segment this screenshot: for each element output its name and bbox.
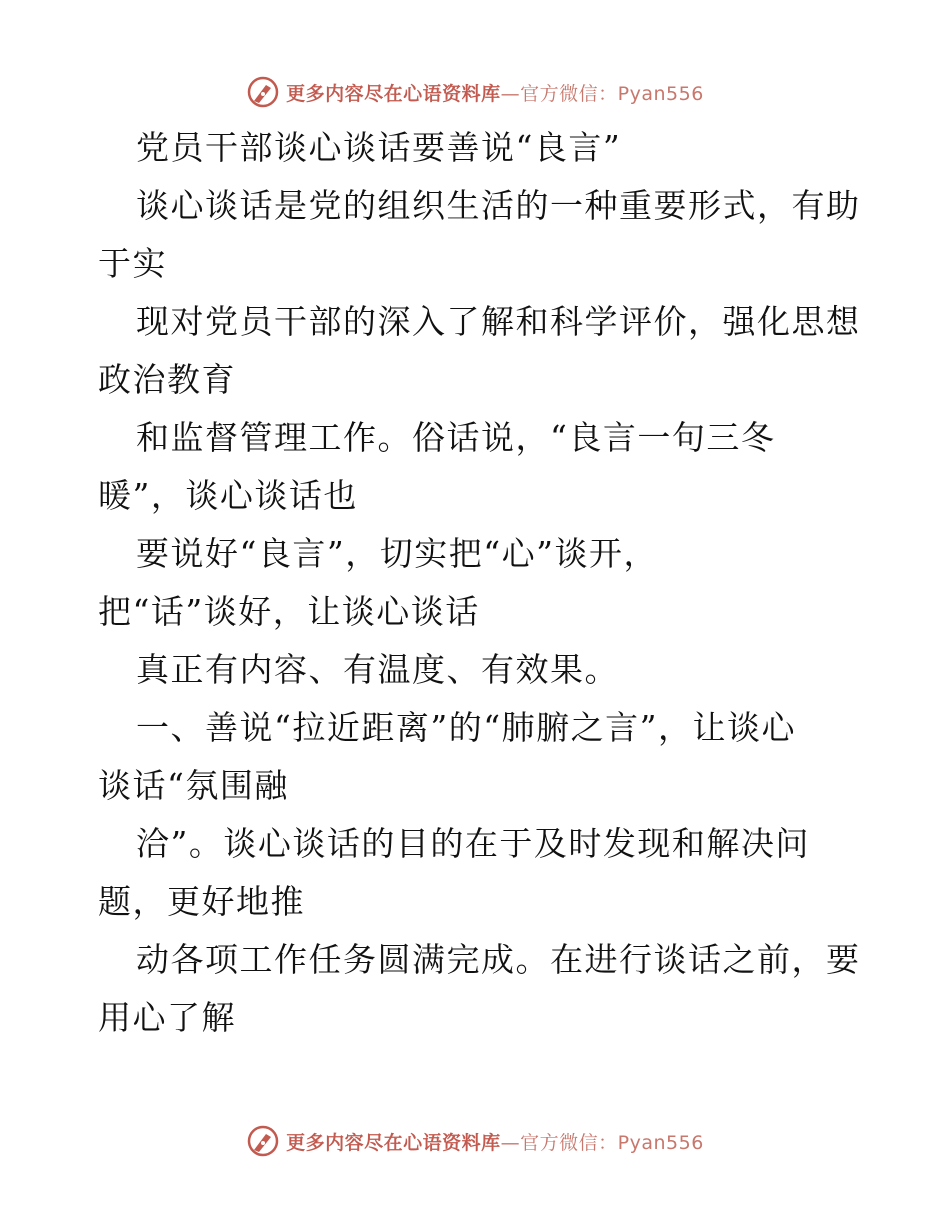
doc-line: 于实 xyxy=(98,244,167,283)
document-body xyxy=(98,119,861,1047)
doc-line: 政治教育 xyxy=(98,360,236,399)
doc-line: 党员干部谈心谈话要善说“良言” xyxy=(136,128,622,167)
doc-line: 和监督管理工作。俗话说，“良言一句三冬 xyxy=(136,418,776,457)
doc-line: 题，更好地推 xyxy=(98,882,305,921)
doc-line: 用心了解 xyxy=(98,998,236,1037)
doc-line: 一、善说“拉近距离”的“肺腑之言”，让谈心 xyxy=(136,708,796,747)
footer-banner xyxy=(0,1121,950,1161)
header-banner xyxy=(0,72,950,112)
doc-line: 把“话”谈好，让谈心谈话 xyxy=(98,592,480,631)
doc-line: 真正有内容、有温度、有效果。 xyxy=(136,650,619,689)
footer-banner-text: 更多内容尽在心语资料库—官方微信：Pyan556 xyxy=(286,1131,704,1154)
doc-line: 要说好“良言”，切实把“心”谈开， xyxy=(136,534,658,573)
doc-line: 谈心谈话是党的组织生活的一种重要形式，有助 xyxy=(136,186,861,225)
pen-nib-logo-icon xyxy=(246,1124,280,1158)
doc-line: 洽”。谈心谈话的目的在于及时发现和解决问 xyxy=(136,824,810,863)
header-banner-text: 更多内容尽在心语资料库—官方微信：Pyan556 xyxy=(286,82,704,105)
doc-line: 现对党员干部的深入了解和科学评价，强化思想 xyxy=(136,302,861,341)
doc-line: 暖”，谈心谈话也 xyxy=(98,476,358,515)
doc-line: 动各项工作任务圆满完成。在进行谈话之前，要 xyxy=(136,940,861,979)
pen-nib-logo-icon xyxy=(246,75,280,109)
doc-line: 谈话“氛围融 xyxy=(98,766,289,805)
